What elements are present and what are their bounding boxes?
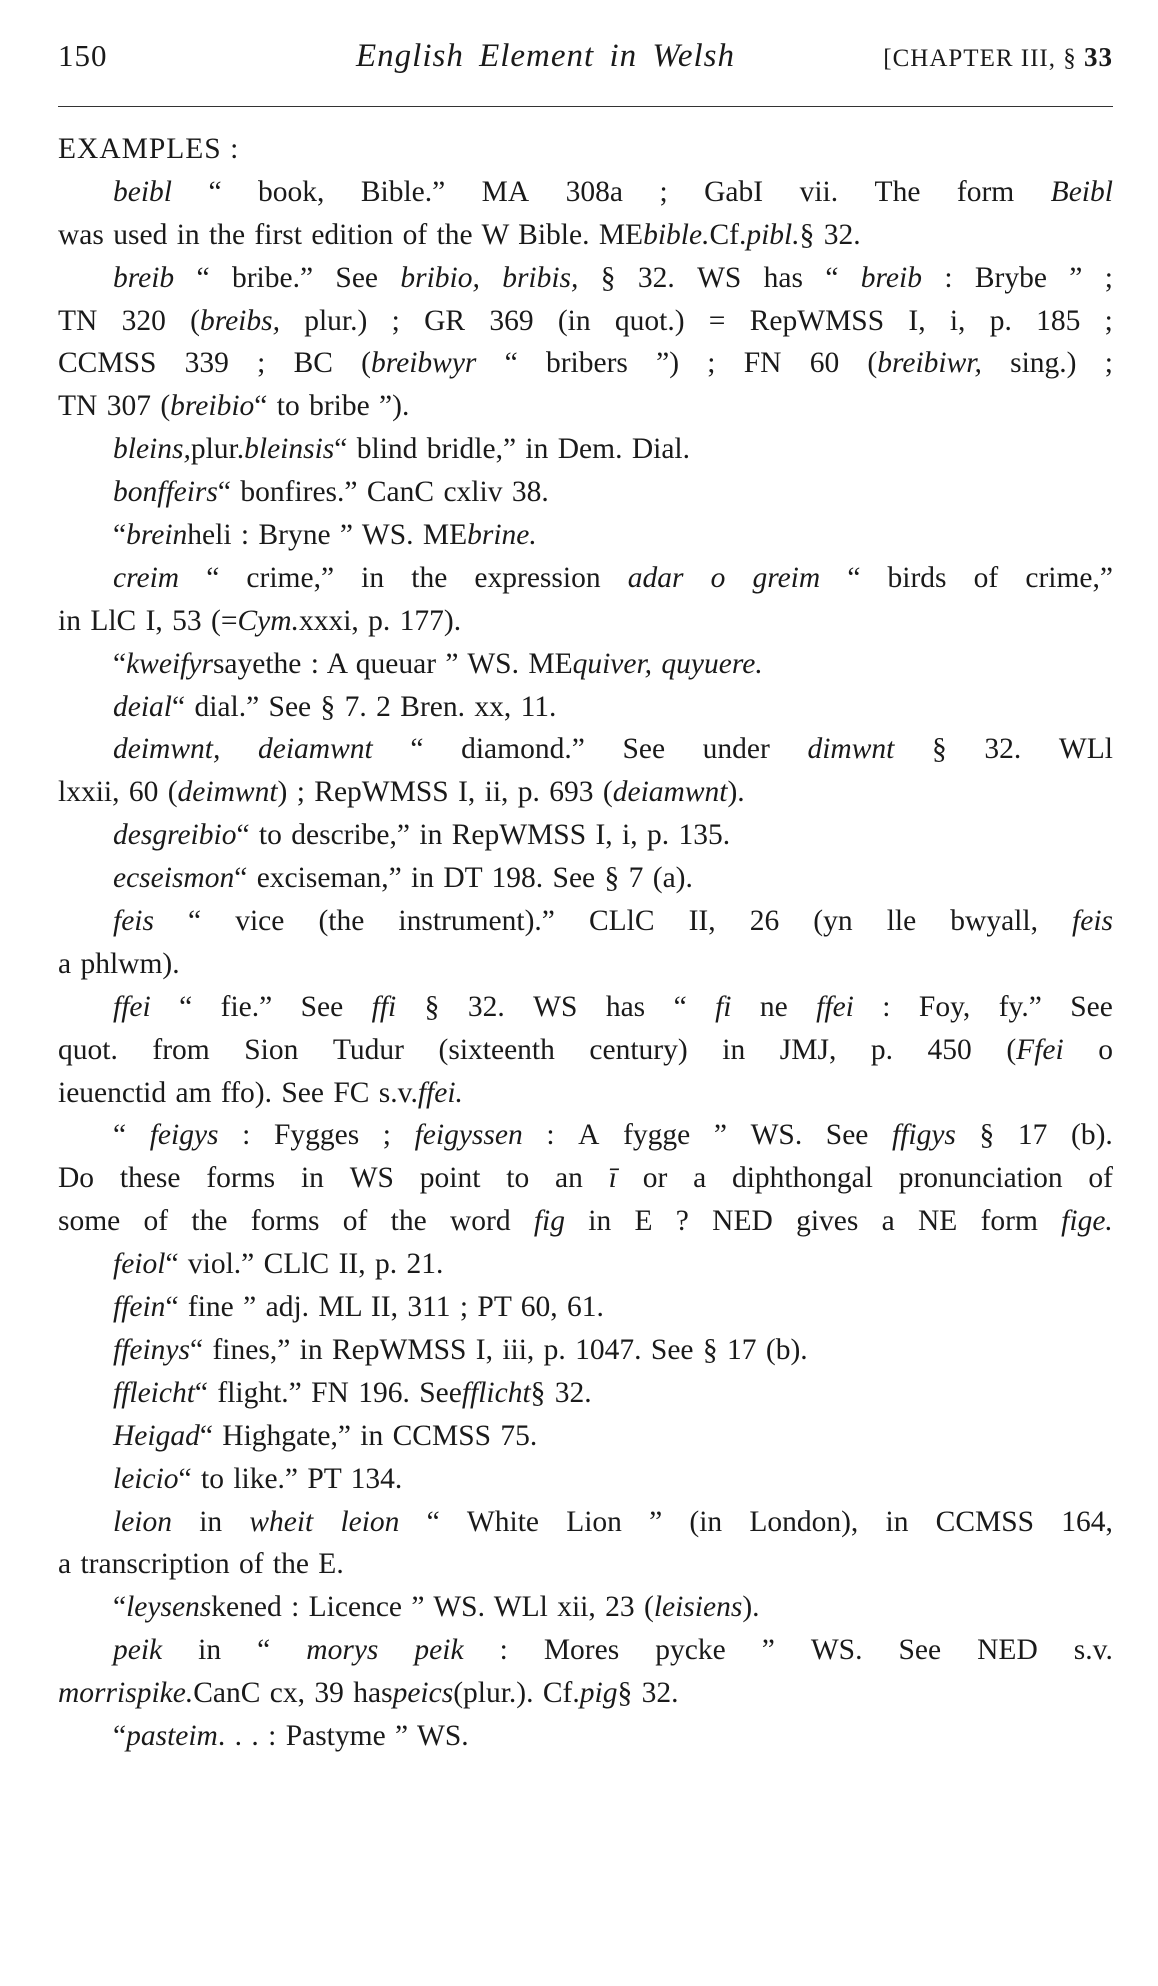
word: of: [1088, 1162, 1113, 1195]
word: (Ffei: [1006, 1033, 1064, 1066]
word: o: [710, 561, 726, 594]
text-line: morrispike. CanC cx, 39 has peics (plur.). Cf. pig § 32.: [58, 1677, 679, 1710]
word: feigys: [149, 1119, 219, 1152]
word: fygge: [623, 1119, 691, 1152]
examples-heading: EXAMPLES :: [58, 133, 240, 165]
word: ”: [761, 1634, 775, 1667]
word: =: [708, 304, 726, 337]
word: “: [410, 733, 424, 766]
word: greim: [752, 561, 821, 594]
word: §: [932, 733, 947, 766]
word: ne: [759, 990, 788, 1023]
page-body: [58, 128, 1113, 1758]
text-line: leicio “ to like.” PT 134.: [113, 1462, 403, 1495]
word: ;: [391, 304, 400, 337]
word: fy.”: [998, 990, 1042, 1023]
word: “: [257, 1634, 271, 1667]
word: in: [588, 1205, 612, 1238]
word: creim: [113, 561, 180, 594]
word: leion: [340, 1505, 400, 1538]
word: JMJ,: [779, 1033, 837, 1066]
word: the: [191, 1205, 228, 1238]
word: §: [600, 261, 616, 294]
header-rule: [58, 106, 1113, 107]
word: GabI: [704, 175, 764, 208]
word: 60: [809, 347, 840, 380]
word: of: [973, 561, 999, 594]
word: ffei: [113, 990, 151, 1023]
word: FN: [743, 347, 782, 380]
word: ”: [1069, 261, 1083, 294]
word: I,: [908, 304, 926, 337]
word: sing.): [1010, 347, 1077, 380]
text-line: desgreibio “ to describe,” in RepWMSS I, i, p. 135.: [113, 819, 731, 852]
text-line: [58, 1629, 1113, 1672]
word: diphthongal: [731, 1162, 873, 1195]
word: ī: [608, 1162, 617, 1195]
word: The: [874, 175, 921, 208]
word: :: [242, 1119, 251, 1152]
text-line: ecseismon “ exciseman,” in DT 198. See § 7 (a).: [113, 862, 693, 895]
word: fig: [533, 1205, 566, 1238]
page-number: 150: [58, 38, 108, 73]
text-line: a transcription of the E.: [58, 1548, 344, 1581]
text-line: feiol “ viol.” CLlC II, p. 21.: [113, 1248, 444, 1281]
word: a: [881, 1205, 895, 1238]
word: Bible.”: [360, 175, 446, 208]
word: ;: [257, 347, 266, 380]
word: ;: [1104, 261, 1113, 294]
word: (sixteenth: [438, 1033, 555, 1066]
word: wheit: [249, 1505, 314, 1538]
chapter-label: [CHAPTER III, §: [883, 45, 1077, 72]
word: London),: [749, 1505, 859, 1538]
word: “: [208, 175, 222, 208]
text-line: [58, 557, 1113, 600]
word: NED: [712, 1205, 773, 1238]
word: (breibs,: [190, 304, 280, 337]
word: dimwnt: [807, 733, 895, 766]
word: :: [944, 261, 953, 294]
word: feis: [1072, 905, 1113, 938]
word: “: [504, 347, 518, 380]
word: 164,: [1061, 1505, 1113, 1538]
word: (breibiwr,: [867, 347, 982, 380]
text-line: ffeinys “ fines,” in RepWMSS I, iii, p. 1047. See § 17 (b).: [113, 1333, 808, 1366]
word: breib: [113, 261, 175, 294]
word: “: [188, 905, 202, 938]
word: ;: [707, 347, 716, 380]
word: ffei: [816, 990, 854, 1023]
word: ffigys: [892, 1119, 956, 1152]
word: ;: [1104, 347, 1113, 380]
word: “: [179, 990, 193, 1023]
text-line: “ leysens kened : Licence ” WS. WLl xii, 23 ( leisiens ).: [113, 1591, 760, 1624]
word: vii.: [799, 175, 839, 208]
word: bribis,: [502, 261, 579, 294]
word: point: [419, 1162, 481, 1195]
word: peik: [113, 1634, 163, 1667]
word: breib: [860, 261, 922, 294]
word: TN: [58, 304, 98, 337]
word: Sion: [244, 1033, 299, 1066]
word: BC: [293, 347, 333, 380]
word: the: [390, 1205, 427, 1238]
word: WS: [349, 1162, 394, 1195]
word: ffi: [371, 990, 397, 1023]
word: (yn: [813, 905, 853, 938]
word: 450: [927, 1033, 972, 1066]
word: MA: [481, 175, 530, 208]
word: fige.: [1061, 1205, 1113, 1238]
word: ;: [1104, 304, 1113, 337]
word: “: [673, 990, 687, 1023]
word: Fygges: [273, 1119, 360, 1152]
word: bribio,: [400, 261, 480, 294]
word: ?: [675, 1205, 689, 1238]
word: adar: [627, 561, 684, 594]
word: 320: [121, 304, 166, 337]
word: §: [979, 1119, 995, 1152]
text-line: [58, 1157, 1113, 1200]
word: some: [58, 1205, 121, 1238]
word: bwyall,: [950, 905, 1038, 938]
word: ”: [649, 1505, 663, 1538]
word: p.: [989, 304, 1012, 337]
word: (the: [318, 905, 365, 938]
word: in: [199, 1505, 223, 1538]
word: a: [693, 1162, 707, 1195]
text-line: [58, 300, 1113, 343]
word: in: [885, 1505, 909, 1538]
word: :: [499, 1634, 508, 1667]
text-line: [58, 1114, 1113, 1157]
word: II,: [688, 905, 716, 938]
word: See: [335, 261, 378, 294]
word: beibl: [113, 175, 172, 208]
text-line: ffein “ fine ” adj. ML II, 311 ; PT 60, 61.: [113, 1291, 604, 1324]
word: CCMSS: [935, 1505, 1035, 1538]
word: in: [361, 561, 385, 594]
word: feis: [113, 905, 154, 938]
word: 185: [1036, 304, 1081, 337]
word: fie.”: [220, 990, 273, 1023]
text-line: ieuenctid am ffo). See FC s.v. ffei.: [58, 1076, 463, 1109]
word: “: [847, 561, 861, 594]
word: forms: [250, 1205, 320, 1238]
word: Foy,: [918, 990, 971, 1023]
word: lle: [886, 905, 917, 938]
text-line: [58, 986, 1113, 1029]
word: GR: [424, 304, 466, 337]
word: Beibl: [1050, 175, 1113, 208]
word: from: [152, 1033, 210, 1066]
word: has: [605, 990, 646, 1023]
word: bribers: [545, 347, 628, 380]
running-header: [58, 38, 1113, 86]
word: in: [300, 1162, 324, 1195]
word: pycke: [655, 1634, 726, 1667]
word: deimwnt,: [113, 733, 221, 766]
word: “: [206, 561, 220, 594]
word: WLl: [1058, 733, 1113, 766]
word: crime,”: [246, 561, 335, 594]
word: instrument).”: [398, 905, 555, 938]
text-line: lxxii, 60 ( deimwnt ) ; RepWMSS I, ii, p. 693 ( deiamwnt ).: [58, 776, 745, 809]
running-title: English Element in Welsh: [356, 38, 735, 74]
word: ”: [713, 1119, 727, 1152]
text-line: [58, 728, 1113, 771]
word: 369: [489, 304, 534, 337]
word: Brybe: [974, 261, 1047, 294]
text-line: [58, 257, 1113, 300]
text-line: [58, 1029, 1113, 1072]
word: NED: [977, 1634, 1038, 1667]
word: CCMSS: [58, 347, 157, 380]
word: Tudur: [332, 1033, 404, 1066]
word: has: [763, 261, 803, 294]
word: “: [825, 261, 839, 294]
word: leion: [113, 1505, 172, 1538]
word: NE: [917, 1205, 958, 1238]
text-line: in LlC I, 53 (= Cym. xxxi, p. 177).: [58, 604, 462, 637]
word: A: [578, 1119, 600, 1152]
word: 32.: [637, 261, 675, 294]
word: in: [722, 1033, 746, 1066]
word: ”): [656, 347, 680, 380]
word: See: [898, 1634, 942, 1667]
word: i,: [949, 304, 966, 337]
text-line: [58, 1200, 1113, 1243]
word: :: [882, 990, 891, 1023]
text-line: a phlwm).: [58, 947, 180, 980]
word: century): [589, 1033, 688, 1066]
word: CLlC: [588, 905, 655, 938]
word: 32.: [984, 733, 1022, 766]
word: (breibwyr: [361, 347, 477, 380]
chapter-reference: [883, 42, 1113, 73]
word: See: [1070, 990, 1113, 1023]
word: of: [342, 1205, 368, 1238]
word: 339: [184, 347, 229, 380]
text-line: [58, 342, 1113, 385]
word: WS: [533, 990, 578, 1023]
word: vice: [235, 905, 285, 938]
word: feigyssen: [414, 1119, 523, 1152]
word: diamond.”: [461, 733, 585, 766]
text-line: TN 307 ( breibio “ to bribe ”).: [58, 390, 410, 423]
word: or: [642, 1162, 668, 1195]
word: See: [300, 990, 344, 1023]
word: form: [980, 1205, 1038, 1238]
word: crime,”: [1025, 561, 1113, 594]
text-line: bonffeirs “ bonfires.” CanC cxliv 38.: [113, 476, 549, 509]
word: expression: [474, 561, 601, 594]
word: to: [506, 1162, 530, 1195]
word: under: [702, 733, 770, 766]
text-line: was used in the first edition of the W Bible. ME bible. Cf. pibl. § 32.: [58, 218, 861, 251]
text-line: “ pasteim . . . : Pastyme ” WS.: [113, 1719, 469, 1752]
word: gives: [796, 1205, 859, 1238]
word: 32.: [467, 990, 505, 1023]
word: p.: [870, 1033, 893, 1066]
word: of: [143, 1205, 169, 1238]
word: form: [956, 175, 1015, 208]
word: “: [426, 1505, 440, 1538]
word: word: [449, 1205, 511, 1238]
text-line: Heigad “ Highgate,” in CCMSS 75.: [113, 1419, 538, 1452]
text-line: ffleicht “ flight.” FN 196. See fflicht § 32.: [113, 1376, 592, 1409]
word: E: [634, 1205, 653, 1238]
word: in: [198, 1634, 222, 1667]
word: (in: [689, 1505, 723, 1538]
text-line: [58, 900, 1113, 943]
word: ;: [659, 175, 668, 208]
text-line: deial “ dial.” See § 7. 2 Bren. xx, 11.: [113, 690, 557, 723]
word: Lion: [566, 1505, 622, 1538]
word: an: [555, 1162, 583, 1195]
word: “: [113, 1119, 127, 1152]
word: WS.: [810, 1634, 863, 1667]
word: 308a: [565, 175, 624, 208]
word: :: [546, 1119, 555, 1152]
word: Do: [58, 1162, 95, 1195]
word: birds: [887, 561, 947, 594]
word: these: [119, 1162, 181, 1195]
word: quot.: [58, 1033, 118, 1066]
text-line: [58, 171, 1113, 214]
word: deiamwnt: [257, 733, 373, 766]
word: WS.: [750, 1119, 803, 1152]
word: RepWMSS: [749, 304, 885, 337]
word: quot.): [614, 304, 685, 337]
text-line: [58, 1501, 1113, 1544]
word: fi: [715, 990, 732, 1023]
word: WS: [697, 261, 742, 294]
word: peik: [414, 1634, 464, 1667]
word: ;: [382, 1119, 391, 1152]
word: o: [1098, 1033, 1113, 1066]
word: morys: [306, 1634, 379, 1667]
word: 17: [1017, 1119, 1048, 1152]
word: See: [622, 733, 666, 766]
section-number: 33: [1084, 42, 1113, 72]
word: “: [196, 261, 210, 294]
word: White: [466, 1505, 539, 1538]
word: See: [825, 1119, 869, 1152]
word: the: [411, 561, 448, 594]
text-line: “ kweifyr sayethe : A queuar ” WS. ME quiver, quyuere.: [113, 647, 763, 680]
word: Mores: [543, 1634, 620, 1667]
word: bribe.”: [231, 261, 314, 294]
word: s.v.: [1073, 1634, 1113, 1667]
text-line: bleins, plur. bleinsis “ blind bridle,” in Dem. Dial.: [113, 433, 690, 466]
word: forms: [206, 1162, 276, 1195]
text-line: “ brein heli : Bryne ” WS. ME brine.: [113, 519, 537, 552]
text-lines: [58, 171, 1113, 1758]
word: plur.): [304, 304, 368, 337]
word: 26: [749, 905, 780, 938]
word: §: [424, 990, 440, 1023]
word: pronunciation: [898, 1162, 1063, 1195]
word: (in: [557, 304, 591, 337]
word: book,: [258, 175, 325, 208]
word: (b).: [1071, 1119, 1113, 1152]
